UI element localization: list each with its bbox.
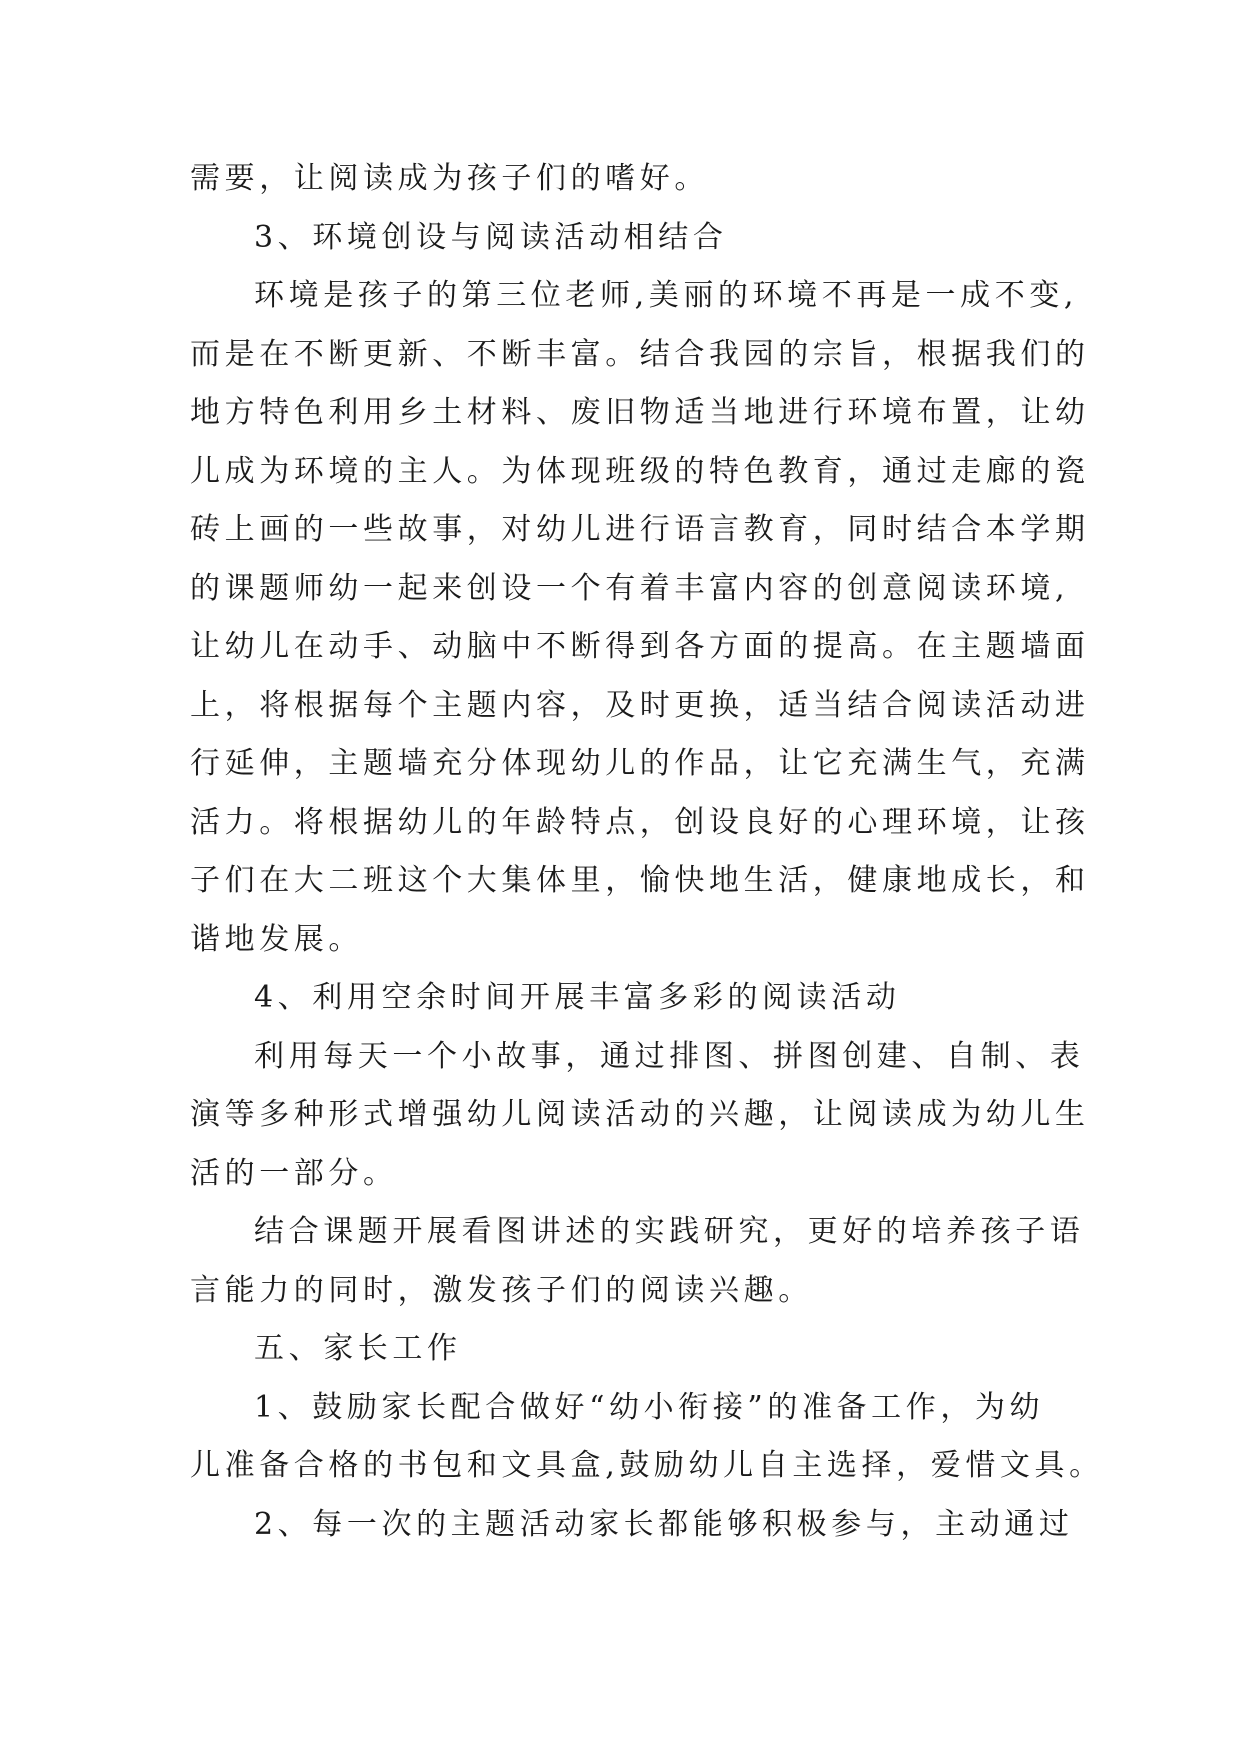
text-line: 演等多种形式增强幼儿阅读活动的兴趣，让阅读成为幼儿生 [190,1097,1090,1132]
text-line: 2、每一次的主题活动家长都能够积极参与，主动通过 [254,1506,1074,1542]
text-line: 砖上画的一些故事，对幼儿进行语言教育，同时结合本学期 [190,512,1090,547]
text-line: 结合课题开展看图讲述的实践研究，更好的培养孩子语 [254,1214,1085,1249]
text-line: 言能力的同时，激发孩子们的阅读兴趣。 [190,1272,813,1308]
text-line: 需要，让阅读成为孩子们的嗜好。 [190,161,709,196]
text-line: 地方特色利用乡土材料、废旧物适当地进行环境布置，让幼 [190,395,1090,430]
text-line: 子们在大二班这个大集体里，愉快地生活，健康地成长，和 [190,863,1090,898]
text-line: 儿准备合格的书包和文具盒,鼓励幼儿自主选择，爱惜文具。 [190,1448,1104,1483]
text-line: 3、环境创设与阅读活动相结合 [254,219,728,255]
text-line: 而是在不断更新、不断丰富。结合我园的宗旨，根据我们的 [190,336,1090,372]
text-line: 上，将根据每个主题内容，及时更换，适当结合阅读活动进 [190,687,1090,723]
text-line: 环境是孩子的第三位老师,美丽的环境不再是一成不变, [254,278,1079,313]
text-line: 儿成为环境的主人。为体现班级的特色教育，通过走廊的瓷 [190,453,1090,489]
body-text [190,150,1104,1554]
text-line: 1、鼓励家长配合做好“幼小衔接”的准备工作，为幼 [254,1389,1045,1425]
text-line: 谐地发展。 [190,921,363,957]
text-line: 让幼儿在动手、动脑中不断得到各方面的提高。在主题墙面 [190,629,1090,664]
text-line: 的课题师幼一起来创设一个有着丰富内容的创意阅读环境, [190,570,1070,606]
text-line: 4、利用空余时间开展丰富多彩的阅读活动 [254,980,901,1015]
text-line: 活力。将根据幼儿的年龄特点，创设良好的心理环境，让孩 [190,804,1090,840]
text-line: 行延伸，主题墙充分体现幼儿的作品，让它充满生气，充满 [190,746,1090,781]
text-line: 活的一部分。 [190,1155,398,1191]
text-line: 利用每天一个小故事，通过排图、拼图创建、自制、表 [254,1038,1085,1074]
text-line: 五、家长工作 [254,1331,462,1366]
